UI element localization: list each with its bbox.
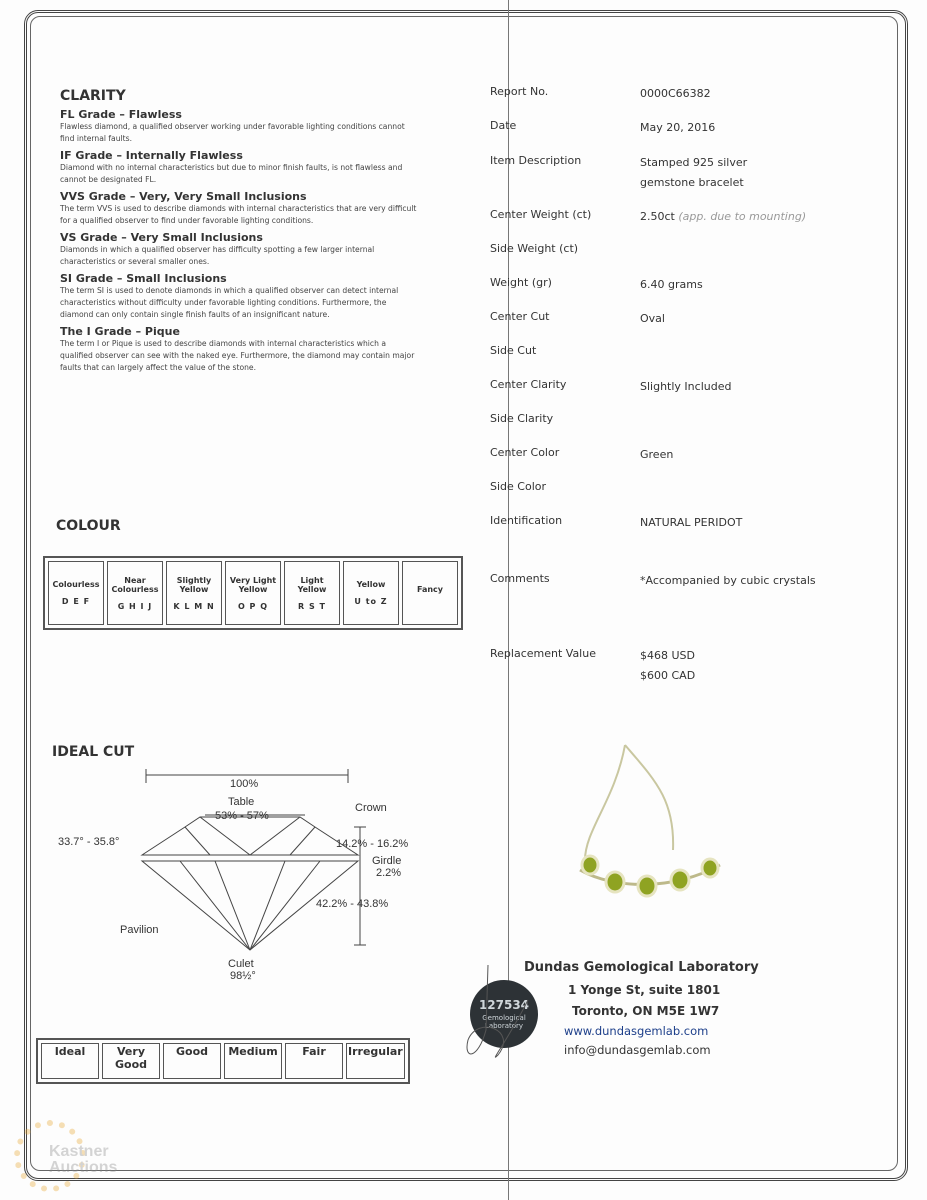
colour-grades: D E F bbox=[61, 597, 91, 606]
field-value bbox=[640, 380, 731, 393]
label-crown-angle: 33.7° - 35.8° bbox=[58, 836, 120, 848]
field-value-text: May 20, 2016 bbox=[640, 121, 716, 134]
colour-cell bbox=[225, 561, 281, 625]
field-value-text: NATURAL PERIDOT bbox=[640, 516, 743, 529]
clarity-grade-title: VS Grade – Very Small Inclusions bbox=[60, 231, 263, 244]
colour-grades: R S T bbox=[298, 601, 326, 611]
signature bbox=[458, 960, 538, 1070]
bracelet-photo bbox=[565, 740, 735, 910]
label-crown-height: 14.2% - 16.2% bbox=[336, 838, 409, 850]
colour-title: COLOUR bbox=[56, 518, 121, 534]
field-label: Side Weight (ct) bbox=[490, 242, 579, 255]
colour-cell bbox=[402, 561, 458, 625]
colour-grades: O P Q bbox=[237, 601, 269, 611]
field-value-text: Slightly Included bbox=[640, 380, 732, 393]
colour-grades: K L M N bbox=[173, 601, 215, 611]
field-label: Report No. bbox=[490, 85, 549, 98]
field-label: Side Cut bbox=[490, 344, 537, 357]
field-value-text: Oval bbox=[640, 312, 665, 325]
field-value bbox=[640, 649, 695, 662]
label-crown: Crown bbox=[355, 802, 387, 814]
colour-grades: U to Z bbox=[354, 597, 388, 606]
colour-name: Light Yellow bbox=[297, 575, 327, 594]
clarity-title: CLARITY bbox=[60, 88, 126, 104]
colour-cell bbox=[107, 561, 163, 625]
field-note: (app. due to mounting) bbox=[678, 210, 807, 223]
field-label: Item Description bbox=[490, 154, 582, 167]
field-value-text: *Accompanied by cubic crystals bbox=[640, 574, 816, 587]
diamond-diagram bbox=[50, 765, 430, 985]
field-value bbox=[640, 312, 665, 325]
lab-name: Dundas Gemological Laboratory bbox=[524, 960, 759, 975]
clarity-grade-title: VVS Grade – Very, Very Small Inclusions bbox=[60, 190, 307, 203]
field-value bbox=[640, 156, 747, 169]
colour-name: Colourless bbox=[52, 580, 100, 589]
field-value-line2: $600 CAD bbox=[640, 669, 696, 682]
colour-scale bbox=[43, 556, 463, 630]
colour-cell bbox=[284, 561, 340, 625]
clarity-grade-title: SI Grade – Small Inclusions bbox=[60, 272, 227, 285]
clarity-grade-title: IF Grade – Internally Flawless bbox=[60, 149, 243, 162]
field-value bbox=[640, 210, 806, 223]
label-culet: Culet bbox=[228, 958, 254, 970]
cut-grade-cell: Medium bbox=[224, 1043, 282, 1079]
field-value bbox=[640, 121, 715, 134]
field-value-text: 0000C66382 bbox=[640, 87, 711, 100]
colour-cell bbox=[343, 561, 399, 625]
label-pavilion-depth: 42.2% - 43.8% bbox=[316, 898, 389, 910]
clarity-grade-description: Diamonds in which a qualified observer has difficulty spotting a few larger internal characteristics or several smaller ones. bbox=[60, 245, 375, 266]
seal-number: 127534 bbox=[478, 998, 530, 1012]
label-pavilion: Pavilion bbox=[120, 924, 159, 936]
field-value-text: 6.40 grams bbox=[640, 278, 703, 291]
clarity-grade-title: FL Grade – Flawless bbox=[60, 108, 182, 121]
label-girdle-value: 2.2% bbox=[376, 867, 402, 879]
cut-grade-cell: Very Good bbox=[102, 1043, 160, 1079]
field-label: Center Weight (ct) bbox=[490, 208, 592, 221]
field-value bbox=[640, 574, 816, 587]
field-label: Replacement Value bbox=[490, 647, 596, 660]
colour-name: Near Colourless bbox=[111, 575, 159, 594]
field-value-text: $468 USD bbox=[640, 649, 695, 662]
field-value bbox=[640, 278, 703, 291]
cut-grade-cell: Ideal bbox=[41, 1043, 99, 1079]
watermark-logo bbox=[14, 1120, 134, 1190]
field-label: Center Cut bbox=[490, 310, 550, 323]
field-label: Comments bbox=[490, 572, 550, 585]
field-label: Center Clarity bbox=[490, 378, 567, 391]
field-value-line2: gemstone bracelet bbox=[640, 176, 744, 189]
label-culet-value: 98½° bbox=[230, 970, 256, 982]
label-table: Table bbox=[228, 796, 255, 808]
colour-cell bbox=[48, 561, 104, 625]
colour-grades: G H I J bbox=[117, 601, 153, 611]
lab-website-link[interactable]: www.dundasgemlab.com bbox=[564, 1024, 709, 1038]
ideal-cut-title: IDEAL CUT bbox=[52, 744, 135, 760]
clarity-grade-description: Flawless diamond, a qualified observer working under favorable lighting conditions cannot find internal faults. bbox=[60, 122, 405, 143]
lab-address-2: Toronto, ON M5E 1W7 bbox=[572, 1004, 720, 1018]
cut-scale bbox=[36, 1038, 410, 1084]
watermark-text: Kastner Auctions bbox=[49, 1143, 118, 1176]
colour-name: Slightly Yellow bbox=[176, 575, 212, 594]
colour-name: Yellow bbox=[356, 580, 386, 589]
cut-grade-cell: Fair bbox=[285, 1043, 343, 1079]
clarity-grade-description: The term I or Pique is used to describe diamonds with internal characteristics which a qualified observer can see with the naked eye. Furthermore, the diamond may contain major faults that can largely affect the value of the stone. bbox=[60, 339, 415, 372]
field-value-text: 2.50ct bbox=[640, 210, 675, 223]
clarity-grade-title: The I Grade – Pique bbox=[60, 325, 180, 338]
field-value-text: Green bbox=[640, 448, 674, 461]
cut-grade-cell: Good bbox=[163, 1043, 221, 1079]
clarity-section bbox=[60, 88, 420, 374]
clarity-grade-description: The term VVS is used to describe diamonds with internal characteristics that are very difficult for a qualified observer to find under favorable lighting conditions. bbox=[60, 204, 417, 225]
field-label: Identification bbox=[490, 514, 563, 527]
clarity-grade-description: Diamond with no internal characteristics but due to minor finish faults, is not flawless and cannot be designated FL. bbox=[60, 163, 403, 184]
lab-email: info@dundasgemlab.com bbox=[564, 1043, 711, 1057]
colour-cell bbox=[166, 561, 222, 625]
lab-address-1: 1 Yonge St, suite 1801 bbox=[568, 983, 721, 997]
label-width: 100% bbox=[230, 778, 259, 790]
label-girdle: Girdle bbox=[372, 855, 402, 867]
colour-name: Fancy bbox=[416, 584, 444, 594]
field-value bbox=[640, 87, 711, 100]
clarity-grade-description: The term SI is used to denote diamonds in which a qualified observer can detect internal characteristics without difficulty under favorable lighting conditions. Furthermore, the diamond can only contain single finish faults of an insignificant nature. bbox=[60, 286, 399, 319]
cut-grade-cell: Irregular bbox=[346, 1043, 405, 1079]
field-label: Date bbox=[490, 119, 517, 132]
field-label: Side Color bbox=[490, 480, 547, 493]
field-label: Side Clarity bbox=[490, 412, 554, 425]
field-label: Center Color bbox=[490, 446, 560, 459]
label-table-range: 53% - 57% bbox=[215, 810, 269, 822]
field-value-text: Stamped 925 silver bbox=[640, 156, 748, 169]
field-label: Weight (gr) bbox=[490, 276, 552, 289]
field-value bbox=[640, 448, 673, 461]
seal-text: Gemological Laboratory bbox=[482, 1014, 526, 1030]
colour-name: Very Light Yellow bbox=[229, 575, 277, 594]
field-value bbox=[640, 516, 742, 529]
